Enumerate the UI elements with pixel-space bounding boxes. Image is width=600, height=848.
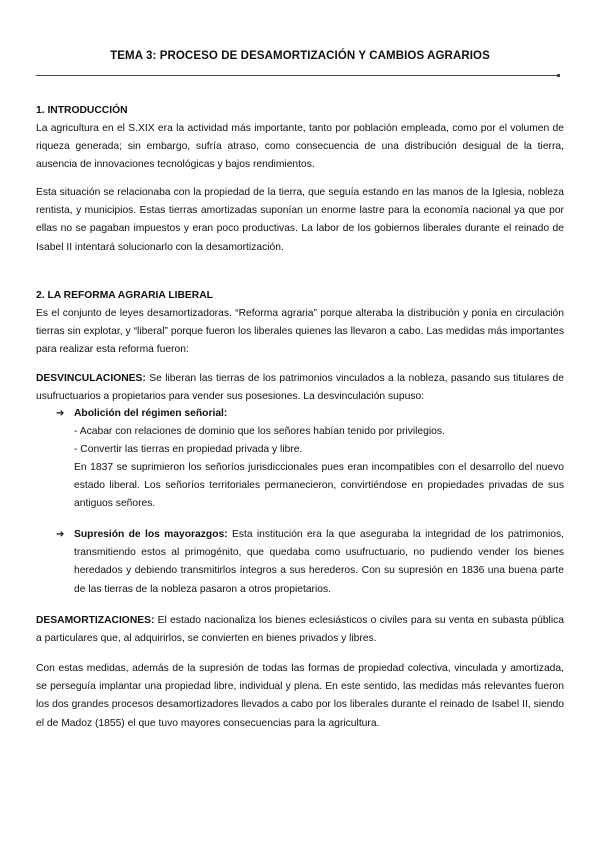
desvinculaciones-paragraph	[36, 370, 564, 406]
section-1-paragraph-2: Esta situación se relacionaba con la propiedad de la tierra, que seguía estando en las manos de la Iglesia, nobleza rentista, y municipios. Estas tierras amortizadas suponían un enorme lastre para la economía nacional ya que por ellas no se pagaban impuestos y eran poco productivas. La labor de los gobiernos liberales durante el reinado de Isabel II intentará solucionarlo con la desamortización.	[36, 187, 564, 253]
divider-end-dot	[557, 74, 560, 77]
abolicion-line-2: - Convertir las tierras en propiedad privada y libre.	[74, 444, 303, 455]
desamortizaciones-text: El estado nacionaliza los bienes eclesiásticos o civiles para su venta en subasta pública a particulares que, al adquirirlos, se convierten en bienes privados y libres.	[36, 615, 564, 645]
conclusion-paragraph: Con estas medidas, además de la supresión de todas las formas de propiedad colectiva, vinculada y amortizada, se perseguía implantar una propiedad libre, individual y plena. En este sentido, las medidas más relevantes fueron los dos grandes procesos desamortizadores llevados a cabo por los liberales durante el reinado de Isabel II, siendo el de Madoz (1855) el que tuvo mayores consecuencias para la agricultura.	[36, 663, 564, 729]
section-2-heading: 2. LA REFORMA AGRARIA LIBERAL	[36, 290, 213, 301]
abolicion-line-1: - Acabar con relaciones de dominio que los señores habían tenido por privilegios.	[74, 426, 445, 437]
mayorazgos-paragraph	[74, 526, 564, 599]
desvinculaciones-label: DESVINCULACIONES:	[36, 373, 146, 384]
title-divider	[36, 75, 560, 76]
mayorazgos-text: Esta institución era la que aseguraba la integridad de los patrimonios, transmitiendo estos al primogénito, que quedaba como usufructuario, no pudiendo vender los bienes heredados y debiendo transmitirlos íntegros a sus herederos. Con su supresión en 1836 una buena parte de las tierras de la nobleza pasaron a otros propietarios.	[74, 529, 564, 595]
document-title: TEMA 3: PROCESO DE DESAMORTIZACIÓN Y CAMBIOS AGRARIOS	[110, 50, 490, 62]
desvinculaciones-text: Se liberan las tierras de los patrimonios vinculados a la nobleza, pasando sus titulares de usufructuarios a propietarios para vender sus posesiones. La desvinculación supuso:	[36, 373, 564, 403]
section-1-heading: 1. INTRODUCCIÓN	[36, 105, 128, 116]
arrow-bullet-icon: ➔	[56, 529, 65, 540]
arrow-bullet-icon: ➔	[56, 408, 65, 419]
mayorazgos-label: Supresión de los mayorazgos:	[74, 529, 228, 540]
abolicion-heading: Abolición del régimen señorial:	[74, 408, 228, 419]
abolicion-paragraph: En 1837 se suprimieron los señoríos jurisdiccionales pues eran incompatibles con el desarrollo del nuevo estado liberal. Los señoríos territoriales permanecieron, convirtiéndose en propiedades privadas de sus antiguos señores.	[74, 462, 564, 510]
desamortizaciones-paragraph	[36, 612, 564, 648]
section-2-intro-paragraph: Es el conjunto de leyes desamortizadoras. “Reforma agraria” porque alteraba la distribución y ponía en circulación tierras sin explotar, y “liberal” porque fueron los liberales quienes las llevaron a cabo. Las medidas más importantes para realizar esta reforma fueron:	[36, 308, 564, 356]
section-1-paragraph-1: La agricultura en el S.XIX era la actividad más importante, tanto por población empleada, como por el volumen de riqueza generada; sin embargo, sufría atraso, como consecuencia de una distribución desigual de la tierra, ausencia de innovaciones tecnológicas y bajos rendimientos.	[36, 123, 564, 171]
desamortizaciones-label: DESAMORTIZACIONES:	[36, 615, 155, 626]
